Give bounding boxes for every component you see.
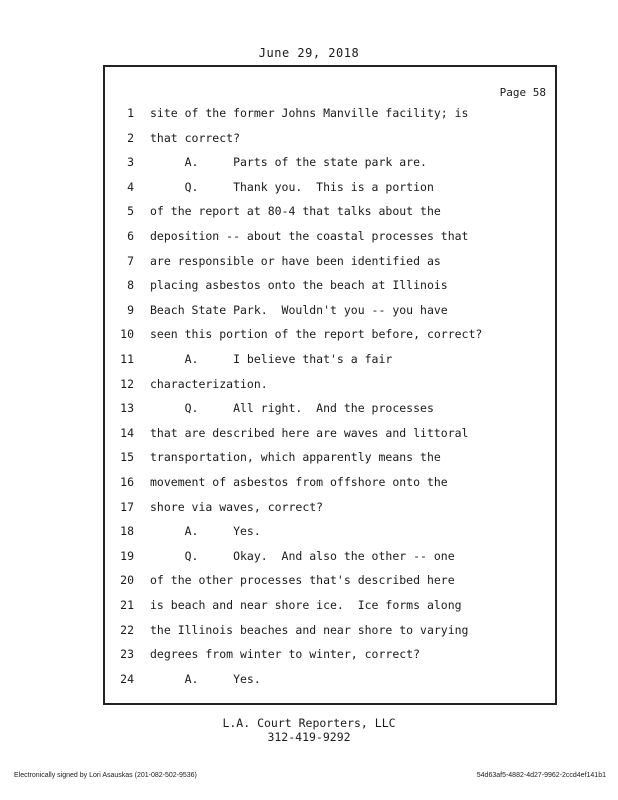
line-number: 18 [120, 524, 134, 539]
transcript-line [0, 131, 618, 155]
line-number: 13 [120, 401, 134, 416]
line-text: A. Yes. [150, 671, 261, 686]
line-number: 16 [120, 475, 134, 489]
line-number: 7 [127, 253, 134, 268]
transcript-line [0, 352, 618, 376]
transcript-line [0, 327, 618, 351]
line-text: Q. Okay. And also the other -- one [150, 548, 455, 563]
transcript-line [0, 180, 618, 204]
line-number: 6 [127, 229, 134, 243]
footer-phone: 312-419-9292 [267, 730, 351, 744]
transcript-line [0, 524, 618, 548]
line-text: Q. All right. And the processes [150, 401, 434, 416]
transcript-line [0, 401, 618, 425]
footer-firm: L.A. Court Reporters, LLC [222, 716, 396, 730]
line-text: seen this portion of the report before, correct? [150, 327, 483, 342]
line-text: site of the former Johns Manville facility; is [150, 106, 469, 120]
line-text: the Illinois beaches and near shore to varying [150, 622, 469, 637]
line-number: 22 [120, 622, 134, 637]
line-number: 10 [120, 327, 134, 342]
transcript-line [0, 672, 618, 696]
line-number: 1 [127, 106, 134, 120]
signature-left: Electronically signed by Lori Asauskas (201-082-502-9536) [14, 772, 197, 779]
header-date: June 29, 2018 [258, 46, 360, 60]
line-number: 20 [120, 573, 134, 588]
line-number: 24 [120, 671, 134, 686]
transcript-line [0, 549, 618, 573]
transcript-line [0, 647, 618, 671]
line-text: shore via waves, correct? [150, 499, 324, 514]
signature-right: 54d63af5-4882-4d27-9962-2ccd4ef141b1 [476, 772, 606, 779]
transcript-line [0, 598, 618, 622]
line-number: 5 [127, 204, 134, 219]
line-text: A. Yes. [150, 524, 261, 539]
line-number: 12 [120, 376, 134, 391]
line-text: Beach State Park. Wouldn't you -- you have [150, 302, 448, 317]
line-text: that correct? [150, 130, 241, 145]
line-number: 2 [127, 130, 134, 145]
line-number: 21 [120, 598, 134, 612]
transcript-line [0, 155, 618, 179]
line-number: 9 [127, 302, 134, 317]
line-text: transportation, which apparently means the [150, 450, 441, 465]
line-number: 23 [120, 647, 134, 662]
line-number: 3 [127, 155, 134, 170]
transcript-line [0, 475, 618, 499]
line-number: 15 [120, 450, 134, 465]
line-text: characterization. [150, 376, 268, 391]
line-text: degrees from winter to winter, correct? [150, 647, 421, 662]
transcript-line [0, 204, 618, 228]
line-text: Q. Thank you. This is a portion [150, 179, 434, 194]
transcript-line [0, 573, 618, 597]
transcript-line [0, 500, 618, 524]
line-text: of the other processes that's described here [150, 573, 455, 588]
line-number: 19 [120, 548, 134, 563]
line-text: A. Parts of the state park are. [150, 155, 427, 170]
transcript-line [0, 303, 618, 327]
transcript-line [0, 426, 618, 450]
line-text: that are described here are waves and littoral [150, 425, 469, 440]
transcript-line [0, 254, 618, 278]
transcript-line [0, 377, 618, 401]
line-text: is beach and near shore ice. Ice forms along [150, 598, 462, 612]
transcript-line [0, 106, 618, 130]
page-number: Page 58 [499, 86, 546, 99]
transcript-line [0, 623, 618, 647]
line-text: of the report at 80-4 that talks about the [150, 204, 441, 219]
line-text: deposition -- about the coastal processes that [150, 229, 469, 243]
transcript-line [0, 450, 618, 474]
transcript-line [0, 229, 618, 253]
line-number: 11 [120, 352, 134, 366]
line-number: 14 [120, 425, 134, 440]
line-text: A. I believe that's a fair [150, 352, 393, 366]
transcript-line [0, 278, 618, 302]
line-text: are responsible or have been identified as [150, 253, 441, 268]
line-number: 8 [127, 278, 134, 293]
line-text: placing asbestos onto the beach at Illinois [150, 278, 448, 293]
line-number: 4 [127, 179, 134, 194]
line-text: movement of asbestos from offshore onto the [150, 475, 448, 489]
line-number: 17 [120, 499, 134, 514]
